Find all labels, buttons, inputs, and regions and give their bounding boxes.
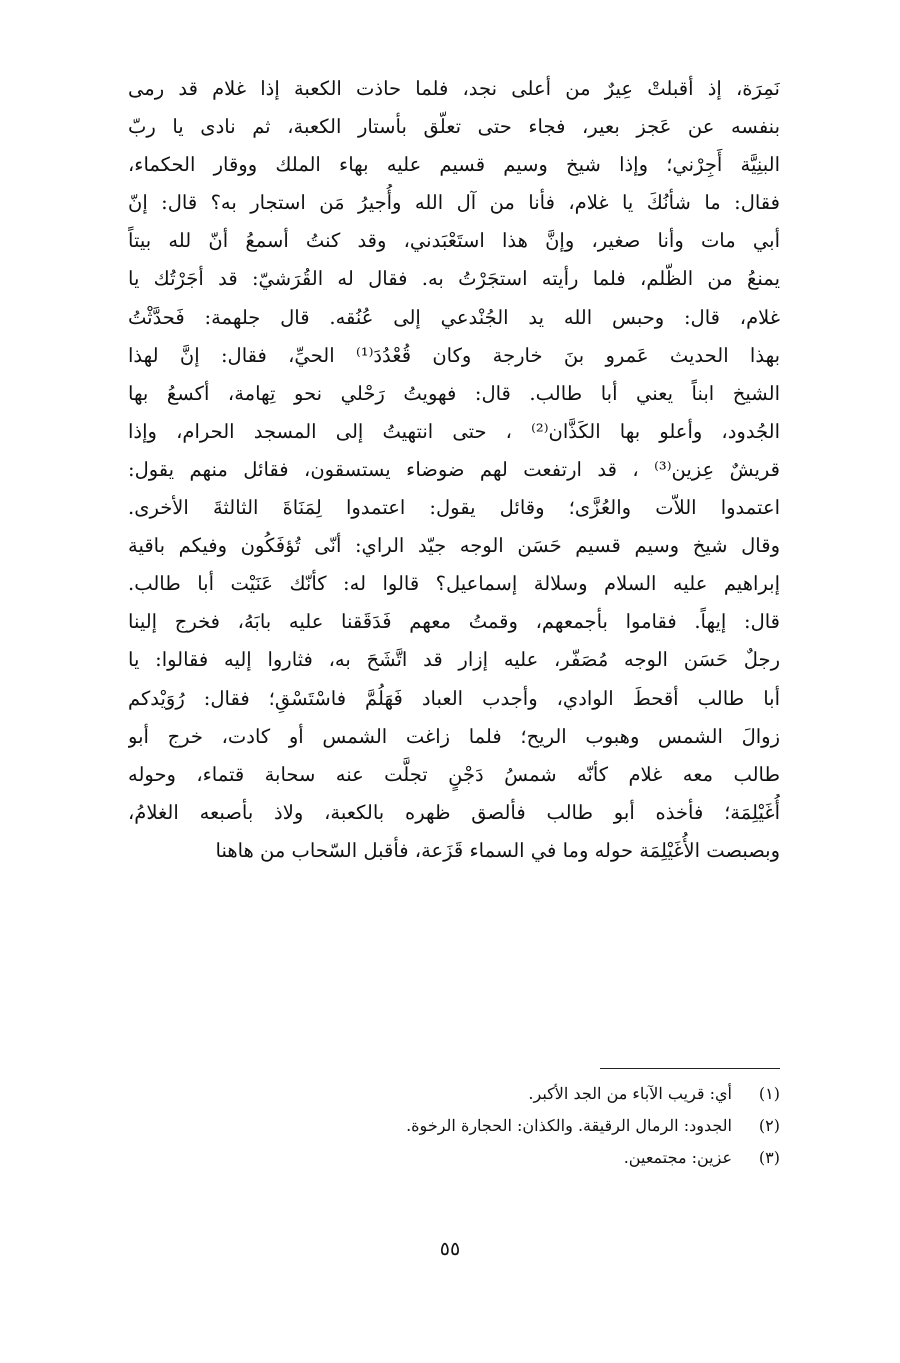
page-number: ٥٥ xyxy=(439,1238,461,1260)
text-line: أُغَيْلِمَة؛ فأخذه أبو طالب فألصق ظهره بالكعبة، ولاذ بأصبعه الغلامُ، xyxy=(128,800,780,824)
text-line: قال: إيهاً. فقاموا بأجمعهم، وقمتُ معهم فَدَقَقنا عليه بابَهُ، فخرج إلينا xyxy=(128,610,780,634)
text-line: بهذا الحديث عَمرو بنَ خارجة وكان قُعْدُدَ⁽¹⁾ الحيِّ، فقال: إنَّ لهذا xyxy=(128,343,780,367)
footnote-number: (٢) xyxy=(758,1116,780,1135)
footnotes-block xyxy=(120,1078,780,1174)
text-line: أبي مات وأنا صغير، وإنَّ هذا استَعْبَدني، وقد كنتُ أسمعُ أنّ لله بيتاً xyxy=(128,229,780,253)
text-line: وقال شيخ وسيم قسيم حَسَن الوجه جيّد الراي: أنّى تُؤفَكُون وفيكم باقية xyxy=(128,534,780,558)
text-line: قريشٌ عِزين⁽³⁾ ، قد ارتفعت لهم ضوضاء يستسقون، فقائل منهم يقول: xyxy=(128,457,780,481)
text-line: الشيخ ابناً يعني أبا طالب. قال: فهويتُ رَحْلي نحو تِهامة، أكسعُ بها xyxy=(128,381,780,405)
footnote-text: عزين: مجتمعين. xyxy=(623,1148,732,1167)
main-text-block xyxy=(128,70,780,870)
footnote-text: أي: قريب الآباء من الجد الأكبر. xyxy=(528,1084,732,1103)
text-line: نَمِرَة، إذ أقبلتْ عِيرٌ من أعلى نجد، فلما حاذت الكعبة إذا غلام قد رمى xyxy=(128,77,780,100)
text-line: فقال: ما شأنُكَ يا غلام، فأنا من آل الله وأُجيرُ مَن استجار به؟ قال: إنّ xyxy=(128,191,780,215)
text-line: غلام، قال: وحبس الله يد الجُنْدعي إلى عُنُقه. قال جلهمة: فَحدَّثْتُ xyxy=(128,305,780,329)
text-line: أبا طالب أقحطَ الوادي، وأجدب العباد فَهَلُمَّ فاسْتَسْقِ؛ فقال: رُوَيْدكم xyxy=(128,686,780,710)
footnote-divider xyxy=(600,1068,780,1069)
text-line: الجُدود، وأعلو بها الكَذَّان⁽²⁾ ، حتى انتهيتُ إلى المسجد الحرام، وإذا xyxy=(128,419,780,443)
text-line: البنِيَّة أَجِرْني؛ وإذا شيخ وسيم قسيم عليه بهاء الملك ووقار الحكماء، xyxy=(128,153,780,177)
text-line: رجلٌ حَسَن الوجه مُصَفّر، عليه إزار قد اتَّشَحَ به، فثاروا إليه فقالوا: يا xyxy=(128,648,780,672)
footnote-item xyxy=(120,1110,780,1142)
text-line: يمنعُ من الظّلم، فلما رأيته استجَرْتُ به. فقال له القُرَشيّ: قد أجَرْتُك يا xyxy=(128,267,780,291)
text-line: بنفسه عن عَجز بعير، فجاء حتى تعلّق بأستار الكعبة، ثم نادى يا ربّ xyxy=(128,115,780,139)
text-line: اعتمدوا اللاّت والعُزَّى؛ وقائل يقول: اعتمدوا لِمَنَاةَ الثالثةَ الأخرى. xyxy=(128,496,780,520)
text-line: وبصبصت الأُغَيْلِمَة حوله وما في السماء قَزَعة، فأقبل السّحاب من هاهنا xyxy=(215,838,780,862)
footnote-item xyxy=(120,1142,780,1174)
footnote-number: (٣) xyxy=(758,1148,780,1167)
text-line: زوالَ الشمس وهبوب الريح؛ فلما زاغت الشمس أو كادت، خرج أبو xyxy=(128,724,780,748)
footnote-number: (١) xyxy=(758,1084,780,1103)
text-line: طالب معه غلام كأنّه شمسُ دَجْنٍ تجلَّت عنه سحابة قتماء، وحوله xyxy=(128,762,780,786)
footnote-text: الجدود: الرمال الرقيقة. والكذان: الحجارة الرخوة. xyxy=(406,1116,732,1135)
text-line: إبراهيم عليه السلام وسلالة إسماعيل؟ قالوا له: كأنّك عَنَيْت أبا طالب. xyxy=(128,572,780,596)
footnote-item xyxy=(120,1078,780,1110)
